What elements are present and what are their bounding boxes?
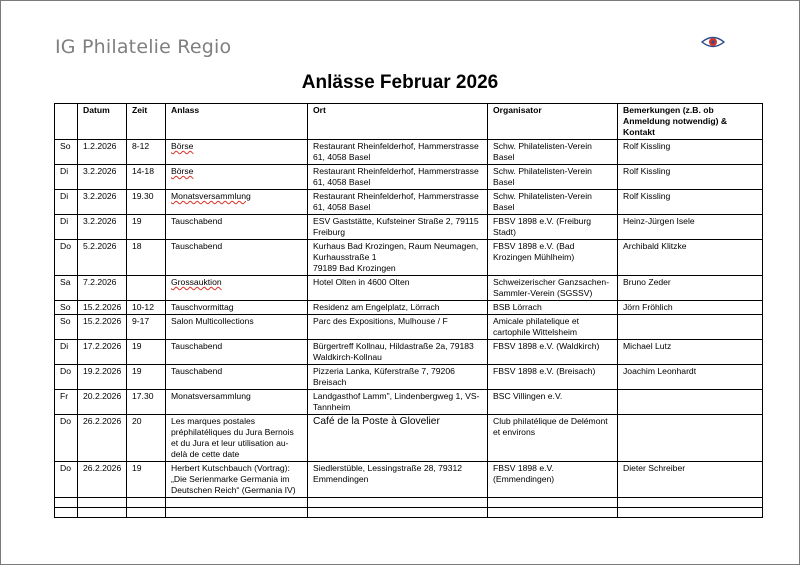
cell-location: Siedlerstüble, Lessingstraße 28, 79312 Emmendingen — [308, 462, 488, 498]
cell-location: Restaurant Rheinfelderhof, Hammerstrasse 61, 4058 Basel — [308, 190, 488, 215]
cell-location: Restaurant Rheinfelderhof, Hammerstrasse 61, 4058 Basel — [308, 165, 488, 190]
cell-time: 19.30 — [127, 190, 166, 215]
table-row-empty — [55, 498, 763, 508]
cell-remarks: Rolf Kissling — [618, 140, 763, 165]
cell-day: Di — [55, 165, 78, 190]
cell-date: 5.2.2026 — [78, 240, 127, 276]
cell-remarks: Michael Lutz — [618, 340, 763, 365]
cell-event — [166, 140, 308, 165]
events-table — [54, 103, 763, 518]
cell-day: Do — [55, 365, 78, 390]
cell-event: Tauschabend — [166, 240, 308, 276]
cell-organizer: BSB Lörrach — [488, 301, 618, 315]
cell-event: Les marques postales préphilatéliques du Jura Bernois et du Jura et leur utilisation au-delà de cette date — [166, 415, 308, 462]
table-header-row — [55, 104, 763, 140]
cell-time: 19 — [127, 340, 166, 365]
cell-organizer: Club philatélique de Delémont et environs — [488, 415, 618, 462]
cell-day: Di — [55, 190, 78, 215]
cell-remarks: Heinz-Jürgen Isele — [618, 215, 763, 240]
cell-date: 17.2.2026 — [78, 340, 127, 365]
cell-location: Residenz am Engelplatz, Lörrach — [308, 301, 488, 315]
table-row — [55, 240, 763, 276]
cell-remarks: Bruno Zeder — [618, 276, 763, 301]
cell-day: Di — [55, 340, 78, 365]
cell-event: Salon Multicollections — [166, 315, 308, 340]
event-text: Börse — [171, 141, 194, 151]
cell-day: So — [55, 315, 78, 340]
cell-event: Tauschabend — [166, 365, 308, 390]
event-text: Monatsversammlung — [171, 191, 251, 201]
cell-organizer: FBSV 1898 e.V. (Breisach) — [488, 365, 618, 390]
cell-organizer: Schw. Philatelisten-Verein Basel — [488, 165, 618, 190]
cell-date: 26.2.2026 — [78, 462, 127, 498]
cell-date: 20.2.2026 — [78, 390, 127, 415]
cell-organizer: Amicale philatelique et cartophile Wittelsheim — [488, 315, 618, 340]
cell-day: Do — [55, 462, 78, 498]
cell-remarks: Jörn Fröhlich — [618, 301, 763, 315]
cell-organizer: Schw. Philatelisten-Verein Basel — [488, 140, 618, 165]
cell-time: 10-12 — [127, 301, 166, 315]
cell-date: 3.2.2026 — [78, 165, 127, 190]
cell-day: Di — [55, 215, 78, 240]
table-row — [55, 190, 763, 215]
cell-time: 19 — [127, 462, 166, 498]
cell-date: 1.2.2026 — [78, 140, 127, 165]
cell-time: 19 — [127, 215, 166, 240]
cell-time: 9-17 — [127, 315, 166, 340]
cell-organizer: FBSV 1898 e.V. (Bad Krozingen Mühlheim) — [488, 240, 618, 276]
cell-event: Tauschabend — [166, 340, 308, 365]
cell-remarks: Dieter Schreiber — [618, 462, 763, 498]
cell-day: Fr — [55, 390, 78, 415]
cell-organizer: FBSV 1898 e.V. (Waldkirch) — [488, 340, 618, 365]
org-header-title: IG Philatelie Regio — [55, 36, 232, 58]
cell-location: Café de la Poste à Glovelier — [308, 415, 488, 462]
column-header-remarks: Bemerkungen (z.B. ob Anmeldung notwendig) & Kontakt — [618, 104, 763, 140]
cell-time: 8-12 — [127, 140, 166, 165]
cell-organizer: BSC Villingen e.V. — [488, 390, 618, 415]
cell-event: Herbert Kutschbauch (Vortrag): „Die Serienmarke Germania im Deutschen Reich“ (Germania IV) — [166, 462, 308, 498]
column-header-time: Zeit — [127, 104, 166, 140]
cell-location: Parc des Expositions, Mulhouse / F — [308, 315, 488, 340]
column-header-location: Ort — [308, 104, 488, 140]
cell-event — [166, 276, 308, 301]
cell-day: So — [55, 140, 78, 165]
cell-time: 17.30 — [127, 390, 166, 415]
cell-event — [166, 165, 308, 190]
cell-day: Do — [55, 240, 78, 276]
cell-organizer: FBSV 1898 e.V. (Freiburg Stadt) — [488, 215, 618, 240]
table-row — [55, 340, 763, 365]
cell-day: So — [55, 301, 78, 315]
cell-day: Do — [55, 415, 78, 462]
cell-location: Restaurant Rheinfelderhof, Hammerstrasse 61, 4058 Basel — [308, 140, 488, 165]
cell-remarks: Joachim Leonhardt — [618, 365, 763, 390]
column-header-event: Anlass — [166, 104, 308, 140]
cell-event: Tauschabend — [166, 215, 308, 240]
cell-date: 15.2.2026 — [78, 301, 127, 315]
cell-organizer: Schw. Philatelisten-Verein Basel — [488, 190, 618, 215]
cell-remarks — [618, 315, 763, 340]
cell-time: 18 — [127, 240, 166, 276]
column-header-day — [55, 104, 78, 140]
cell-location: Bürgertreff Kollnau, Hildastraße 2a, 79183 Waldkirch-Kollnau — [308, 340, 488, 365]
cell-date: 19.2.2026 — [78, 365, 127, 390]
column-header-organizer: Organisator — [488, 104, 618, 140]
table-row-empty — [55, 508, 763, 518]
cell-date: 7.2.2026 — [78, 276, 127, 301]
document-title: Anlässe Februar 2026 — [301, 72, 499, 93]
table-row — [55, 415, 763, 462]
cell-time — [127, 276, 166, 301]
cell-location: Kurhaus Bad Krozingen, Raum Neumagen, Kurhausstraße 1 79189 Bad Krozingen — [308, 240, 488, 276]
cell-day: Sa — [55, 276, 78, 301]
cell-location: Hotel Olten in 4600 Olten — [308, 276, 488, 301]
cell-remarks: Rolf Kissling — [618, 165, 763, 190]
cell-time: 19 — [127, 365, 166, 390]
table-row — [55, 390, 763, 415]
cell-event: Tauschvormittag — [166, 301, 308, 315]
cell-organizer: Schweizerischer Ganzsachen-Sammler-Verein (SGSSV) — [488, 276, 618, 301]
cell-remarks — [618, 390, 763, 415]
cell-date: 15.2.2026 — [78, 315, 127, 340]
column-header-date: Datum — [78, 104, 127, 140]
event-text: Grossauktion — [171, 277, 222, 287]
table-row — [55, 215, 763, 240]
table-row — [55, 140, 763, 165]
cell-location: Landgasthof Lamm", Lindenbergweg 1, VS-Tannheim — [308, 390, 488, 415]
cell-remarks — [618, 415, 763, 462]
cell-date: 26.2.2026 — [78, 415, 127, 462]
cell-date: 3.2.2026 — [78, 215, 127, 240]
cell-organizer: FBSV 1898 e.V. (Emmendingen) — [488, 462, 618, 498]
table-row — [55, 165, 763, 190]
cell-event — [166, 190, 308, 215]
cell-remarks: Rolf Kissling — [618, 190, 763, 215]
cell-remarks: Archibald Klitzke — [618, 240, 763, 276]
eye-stamp-logo-icon — [700, 34, 726, 50]
table-row — [55, 301, 763, 315]
cell-location: ESV Gaststätte, Kufsteiner Straße 2, 79115 Freiburg — [308, 215, 488, 240]
cell-event: Monatsversammlung — [166, 390, 308, 415]
cell-date: 3.2.2026 — [78, 190, 127, 215]
table-row — [55, 462, 763, 498]
table-row — [55, 276, 763, 301]
table-row — [55, 315, 763, 340]
cell-time: 14-18 — [127, 165, 166, 190]
event-text: Börse — [171, 166, 194, 176]
cell-time: 20 — [127, 415, 166, 462]
table-row — [55, 365, 763, 390]
cell-location: Pizzeria Lanka, Küferstraße 7, 79206 Breisach — [308, 365, 488, 390]
